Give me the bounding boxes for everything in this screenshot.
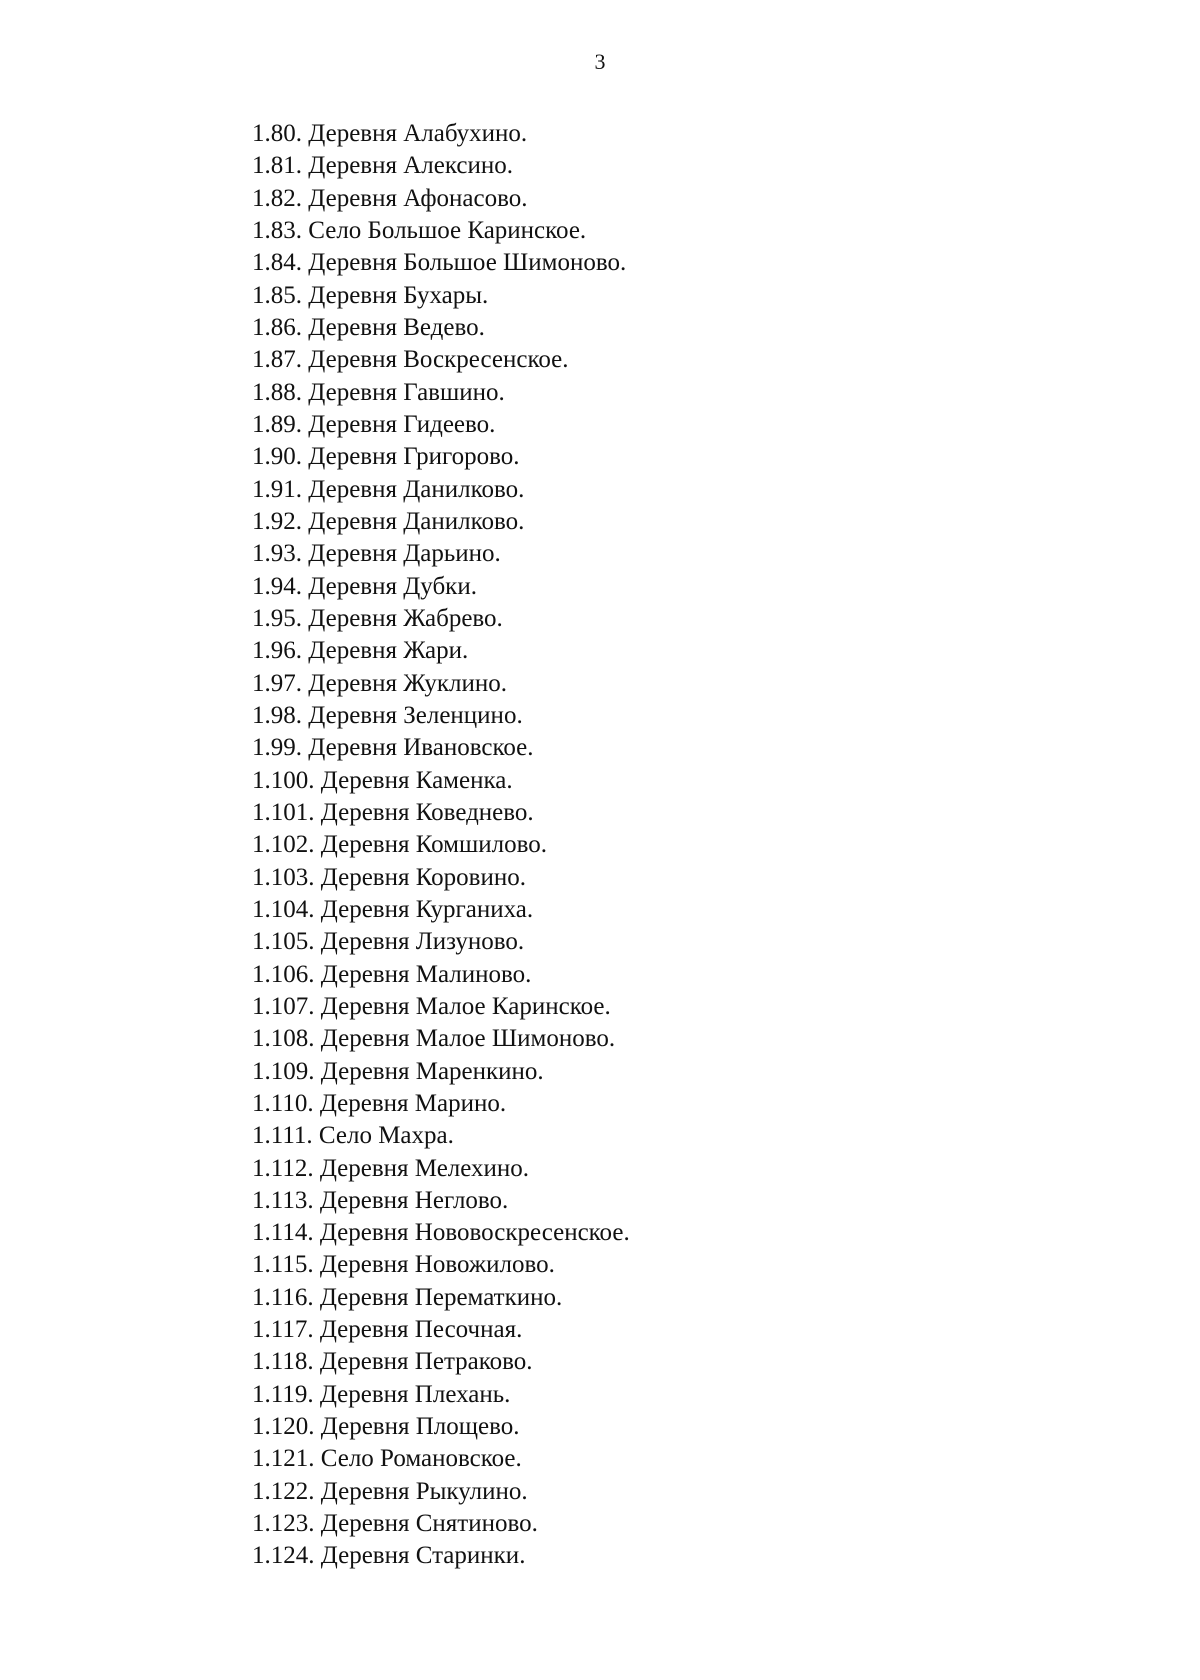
list-item: 1.84. Деревня Большое Шимоново. (252, 249, 627, 277)
list-item: 1.96. Деревня Жари. (252, 637, 469, 665)
list-item: 1.102. Деревня Комшилово. (252, 831, 547, 859)
list-item: 1.93. Деревня Дарьино. (252, 540, 501, 568)
list-item: 1.105. Деревня Лизуново. (252, 928, 525, 956)
list-item: 1.114. Деревня Нововоскресенское. (252, 1219, 630, 1247)
list-item: 1.120. Деревня Площево. (252, 1413, 520, 1441)
list-item: 1.115. Деревня Новожилово. (252, 1251, 555, 1279)
list-item: 1.113. Деревня Неглово. (252, 1186, 509, 1214)
list-item: 1.87. Деревня Воскресенское. (252, 346, 569, 374)
list-item: 1.121. Село Романовское. (252, 1445, 522, 1473)
list-item: 1.112. Деревня Мелехино. (252, 1154, 530, 1182)
page-number: 3 (594, 49, 606, 74)
list-item: 1.99. Деревня Ивановское. (252, 734, 534, 762)
list-item: 1.119. Деревня Плехань. (252, 1380, 511, 1408)
list-item: 1.117. Деревня Песочная. (252, 1316, 523, 1344)
list-item: 1.92. Деревня Данилково. (252, 507, 525, 535)
list-item: 1.80. Деревня Алабухино. (252, 120, 528, 147)
list-item: 1.89. Деревня Гидеево. (252, 410, 496, 438)
list-item: 1.83. Село Большое Каринское. (252, 216, 587, 244)
list-item: 1.110. Деревня Марино. (252, 1089, 507, 1117)
list-item: 1.81. Деревня Алексино. (252, 152, 513, 180)
list-item: 1.118. Деревня Петраково. (252, 1348, 533, 1376)
list-item: 1.86. Деревня Ведево. (252, 313, 485, 341)
list-item: 1.97. Деревня Жуклино. (252, 669, 508, 697)
list-item: 1.101. Деревня Коведнево. (252, 798, 534, 826)
list-item: 1.88. Деревня Гавшино. (252, 378, 505, 406)
list-item: 1.122. Деревня Рыкулино. (252, 1477, 528, 1505)
list-item: 1.106. Деревня Малиново. (252, 960, 532, 988)
list-item: 1.111. Село Махра. (252, 1122, 454, 1150)
list-item: 1.108. Деревня Малое Шимоново. (252, 1025, 616, 1053)
list-item: 1.100. Деревня Каменка. (252, 766, 513, 794)
list-item: 1.109. Деревня Маренкино. (252, 1057, 544, 1085)
list-item: 1.95. Деревня Жабрево. (252, 604, 503, 632)
list-item: 1.82. Деревня Афонасово. (252, 184, 528, 212)
list-item: 1.98. Деревня Зеленцино. (252, 701, 523, 729)
list-item: 1.94. Деревня Дубки. (252, 572, 477, 600)
list-item: 1.123. Деревня Снятиново. (252, 1510, 538, 1538)
list-item: 1.90. Деревня Григорово. (252, 443, 520, 471)
list-item: 1.91. Деревня Данилково. (252, 475, 525, 503)
list-item: 1.107. Деревня Малое Каринское. (252, 992, 611, 1020)
list-item: 1.103. Деревня Коровино. (252, 863, 526, 891)
settlement-list (252, 118, 630, 1573)
list-item: 1.124. Деревня Старинки. (252, 1542, 526, 1570)
list-item: 1.116. Деревня Перематкино. (252, 1283, 563, 1311)
list-item: 1.104. Деревня Курганиха. (252, 895, 534, 923)
list-item: 1.85. Деревня Бухары. (252, 281, 489, 309)
